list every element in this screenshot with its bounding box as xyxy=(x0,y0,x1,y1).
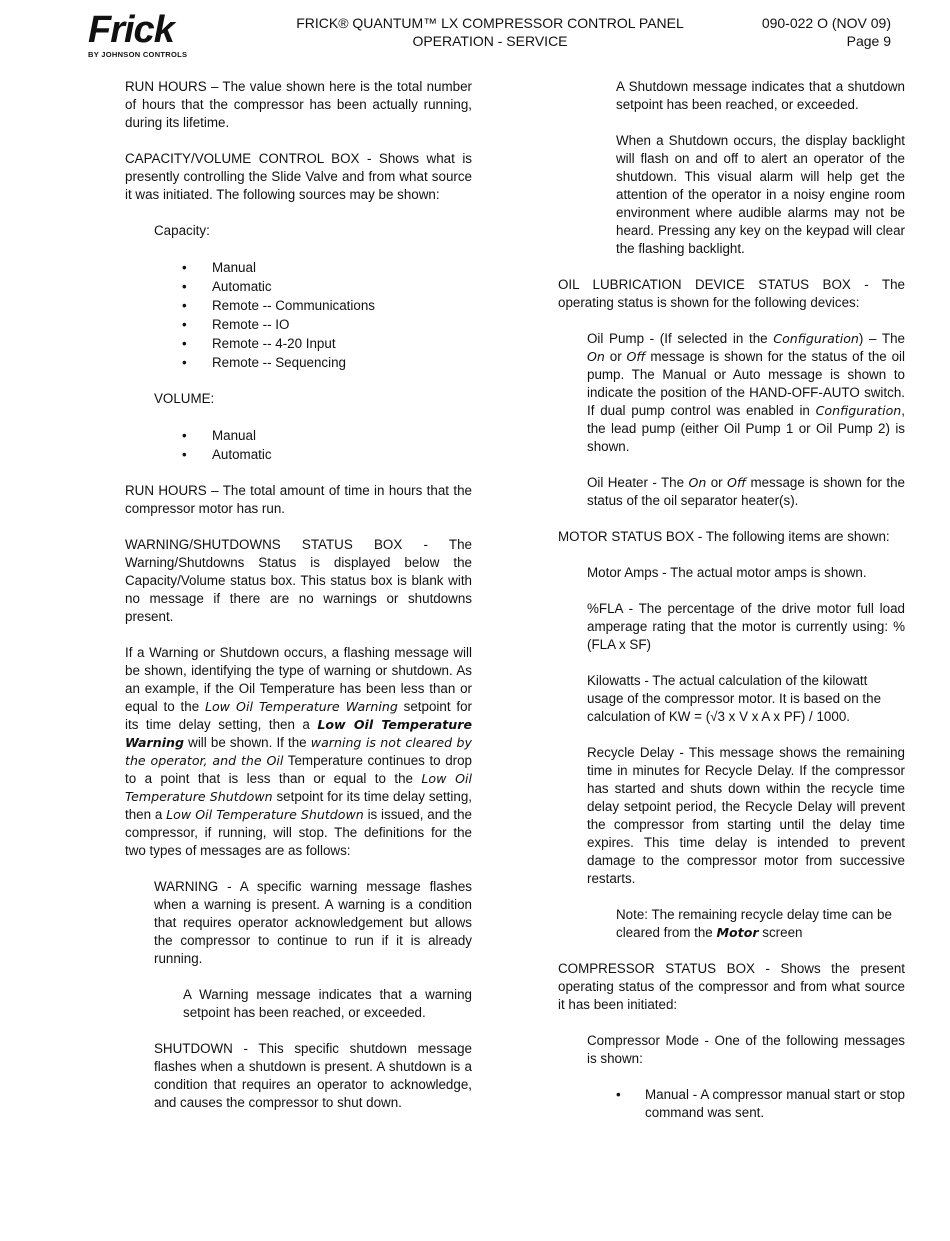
fla-text: - The percentage of the drive motor full load amperage rating that the motor is currently using: % (FLA x SF) xyxy=(587,601,905,652)
italic-run: warning is not cleared by the operator, and the Oil xyxy=(125,735,473,768)
run-hours-total-term: RUN HOURS xyxy=(125,483,207,498)
note-term: Note: xyxy=(616,907,649,922)
kilowatts-text: - The actual calculation of the kilowatt usage of the compressor motor. It is based on the calculation of KW = (√3 x V x A x PF) / 1000. xyxy=(587,673,882,724)
capacity-box-paragraph xyxy=(125,150,472,204)
recycle-delay-paragraph xyxy=(587,744,905,888)
text-run: Temperature continues to drop to a point that is less than or equal to the xyxy=(125,753,472,786)
volume-label: VOLUME: xyxy=(154,391,215,406)
page-number: Page 9 xyxy=(846,33,891,49)
list-item: • Automatic xyxy=(125,277,472,296)
italic-run: Off xyxy=(626,349,646,364)
italic-run: Configuration xyxy=(815,403,902,418)
text-run: setpoint for its time delay setting, then a xyxy=(125,789,472,822)
text-run: will be shown. If the xyxy=(184,735,311,750)
volume-list xyxy=(125,426,472,464)
text-run: screen xyxy=(758,925,803,940)
left-column xyxy=(125,78,472,1130)
italic-run: Low Oil Temperature Shutdown xyxy=(166,807,364,822)
shutdown-backlight-note: When a Shutdown occurs, the display backlight will flash on and off to alert an operator of the shutdown. This visual alarm will help get the attention of the operator in a noisy engine room environment where audible alarms may not be heard. Pressing any key on the keypad will clear the flashing backlight. xyxy=(616,133,905,256)
warning-box-term: WARNING/SHUTDOWNS STATUS BOX xyxy=(125,537,403,552)
note-paragraph xyxy=(616,906,905,942)
oil-pump-paragraph xyxy=(587,330,905,456)
doc-number: 090-022 O (NOV 09) xyxy=(761,15,891,31)
header-doc-info xyxy=(700,14,891,50)
list-item: • Manual xyxy=(125,426,472,445)
italic-run: Low Oil Temperature Shutdown xyxy=(125,771,472,804)
warning-definition xyxy=(154,878,472,968)
text-run: is issued, and the compressor, if running, will stop. The definitions for the two types of messages are as follows: xyxy=(125,807,473,858)
text-run: setpoint for its time delay setting, then a xyxy=(125,699,472,732)
recycle-delay-term: Recycle Delay xyxy=(587,745,675,760)
frick-logo xyxy=(88,9,198,59)
compressor-box-text: - Shows the present operating status of the compressor and from what source it has been initiated: xyxy=(558,961,906,1012)
motor-amps-term: Motor Amps xyxy=(587,565,659,580)
text-run: ) – The xyxy=(858,331,905,346)
recycle-delay-text: - This message shows the remaining time in minutes for Recycle Delay. If the compressor has started and shuts down within the recycle time delay setpoint period, the Recycle Delay will prevent the compressor from starting until the delay time expires. This time delay is intended to prevent damage to the compressor motor from successive restarts. xyxy=(587,745,905,886)
run-hours-term: RUN HOURS xyxy=(125,79,207,94)
compressor-mode-paragraph xyxy=(587,1032,905,1068)
warning-box-text: - The Warning/Shutdowns Status is displayed below the Capacity/Volume status box. This status box is blank with no message if there are no warnings or shutdowns present. xyxy=(125,537,472,624)
fla-paragraph xyxy=(587,600,905,654)
shutdown-term: SHUTDOWN xyxy=(154,1041,233,1056)
bold-italic-run: Low Oil Temperature Warning xyxy=(125,717,472,750)
list-item: • Remote -- 4-20 Input xyxy=(125,334,472,353)
oil-heater-paragraph xyxy=(587,474,905,510)
header-title-line2: OPERATION - SERVICE xyxy=(412,33,568,49)
italic-run: On xyxy=(587,349,605,364)
text-run: - The xyxy=(647,475,689,490)
warning-box-paragraph xyxy=(125,536,472,626)
italic-run: Off xyxy=(727,475,747,490)
right-column xyxy=(558,78,905,1122)
capacity-box-text: - Shows what is presently controlling the Slide Valve and from what source it was initiated. The following sources may be shown: xyxy=(125,151,472,202)
manual-text: - A compressor manual start or stop command was sent. xyxy=(645,1087,905,1120)
text-run: message is shown for the status of the oil pump. The Manual or Auto message is shown to indicate the position of the HAND-OFF-AUTO switch. If dual pump control was enabled in xyxy=(587,349,905,418)
warning-term: WARNING xyxy=(154,879,219,894)
kilowatts-term: Kilowatts xyxy=(587,673,641,688)
capacity-box-term: CAPACITY/VOLUME CONTROL BOX xyxy=(125,151,360,166)
motor-amps-paragraph xyxy=(587,564,905,582)
run-hours-total-text: – The total amount of time in hours that the compressor motor has run. xyxy=(125,483,473,516)
kilowatts-paragraph xyxy=(587,672,905,726)
capacity-list xyxy=(125,258,472,372)
fla-term: %FLA xyxy=(587,601,623,616)
list-item: • Remote -- Sequencing xyxy=(125,353,472,372)
run-hours-text: – The value shown here is the total number of hours that the compressor has been actually running, during its lifetime. xyxy=(125,79,472,130)
text-run: , the lead pump (either Oil Pump 1 or Oil Pump 2) is shown. xyxy=(587,403,905,454)
oil-pump-term: Oil Pump xyxy=(587,331,645,346)
compressor-box-term: COMPRESSOR STATUS BOX xyxy=(558,961,755,976)
italic-run: Configuration xyxy=(773,331,859,346)
motor-amps-text: - The actual motor amps is shown. xyxy=(658,565,867,580)
warning-message-note: A Warning message indicates that a warning setpoint has been reached, or exceeded. xyxy=(183,987,472,1020)
motor-box-paragraph xyxy=(558,528,905,546)
warning-definition-text: - A specific warning message flashes when a warning is present. A warning is a condition that requires operator acknowledgement but allows the compressor to continue to run if it is already running. xyxy=(154,879,472,966)
bold-italic-run: Motor xyxy=(716,925,759,940)
list-item: • Manual xyxy=(125,258,472,277)
shutdown-definition-text: - This specific shutdown message flashes when a shutdown is present. A shutdown is a condition that requires an operator to acknowledge, and causes the compressor to shut down. xyxy=(154,1041,472,1110)
run-hours-paragraph xyxy=(125,78,472,132)
oil-box-text: - The operating status is shown for the following devices: xyxy=(558,277,906,310)
oil-box-paragraph xyxy=(558,276,905,312)
list-item: • Automatic xyxy=(125,445,472,464)
italic-run: On xyxy=(688,475,707,490)
shutdown-message-note: A Shutdown message indicates that a shutdown setpoint has been reached, or exceeded. xyxy=(616,79,905,112)
warning-example-paragraph xyxy=(125,644,472,860)
text-run: - (If selected in the xyxy=(644,331,774,346)
text-run: The remaining recycle delay time can be cleared from the xyxy=(616,907,892,940)
shutdown-definition xyxy=(154,1040,472,1112)
manual-term: Manual xyxy=(645,1087,689,1102)
compressor-box-paragraph xyxy=(558,960,905,1014)
header-title xyxy=(290,14,690,50)
oil-box-term: OIL LUBRICATION DEVICE STATUS BOX xyxy=(558,277,851,292)
logo-brand: Frick xyxy=(88,9,174,51)
text-run: or xyxy=(706,475,728,490)
motor-box-text: - The following items are shown: xyxy=(694,529,890,544)
list-item: • Remote -- IO xyxy=(125,315,472,334)
text-run: If a Warning or Shutdown occurs, a flashing message will be shown, identifying the type of warning or shutdown. As an example, if the Oil Temperature has been less than or equal to the xyxy=(125,645,472,714)
capacity-label: Capacity: xyxy=(154,223,210,238)
oil-heater-term: Oil Heater xyxy=(587,475,648,490)
text-run: or xyxy=(604,349,627,364)
header-title-line1: FRICK® QUANTUM™ LX COMPRESSOR CONTROL PANEL xyxy=(296,15,684,31)
compressor-mode-text: - One of the following messages is shown: xyxy=(587,1033,906,1066)
compressor-mode-list xyxy=(558,1086,905,1122)
compressor-mode-term: Compressor Mode xyxy=(587,1033,699,1048)
motor-box-term: MOTOR STATUS BOX xyxy=(558,529,695,544)
logo-tagline: BY JOHNSON CONTROLS xyxy=(88,50,188,59)
list-item xyxy=(558,1086,905,1122)
list-item: • Remote -- Communications xyxy=(125,296,472,315)
italic-run: Low Oil Temperature Warning xyxy=(204,699,398,714)
text-run: message is shown for the status of the oil separator heater(s). xyxy=(587,475,905,508)
run-hours-total-paragraph xyxy=(125,482,472,518)
